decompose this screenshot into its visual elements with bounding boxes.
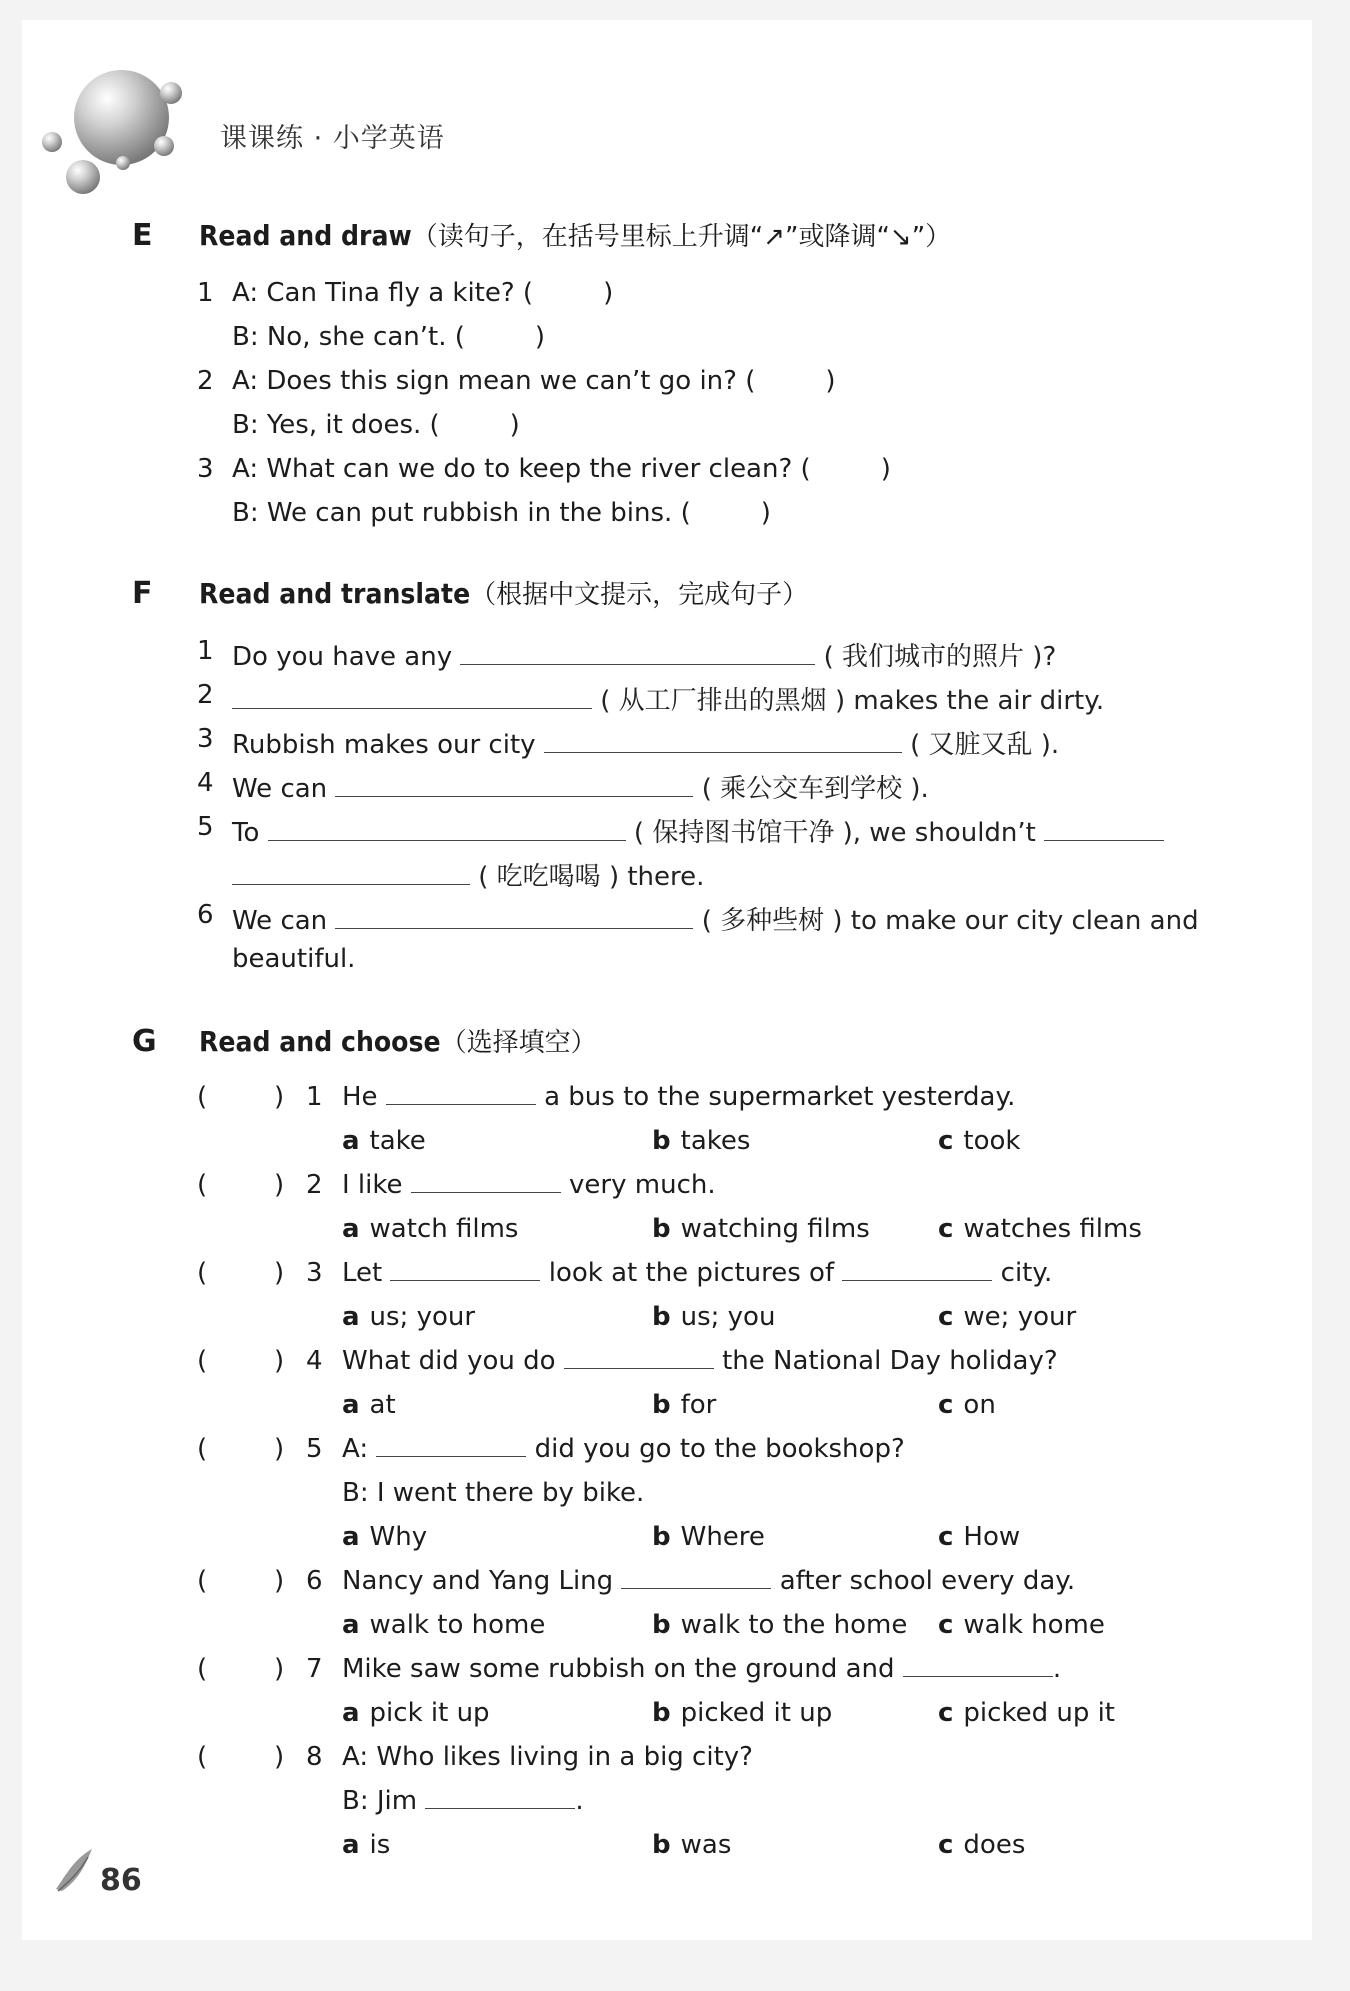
- g-q1-option-b[interactable]: b takes: [652, 1126, 751, 1156]
- answer-blank: [903, 1654, 1053, 1677]
- g-q8-option-a[interactable]: a is: [342, 1830, 391, 1860]
- answer-blank: [376, 1434, 526, 1457]
- g-q8-option-c[interactable]: c does: [938, 1830, 1026, 1860]
- f-item-4: We can ( 乘公交车到学校 ).: [232, 774, 929, 804]
- section-g-title-en: Read and choose: [199, 1025, 441, 1058]
- f-item-4-num: 4: [197, 768, 214, 798]
- g-q7-stem: Mike saw some rubbish on the ground and .: [342, 1654, 1062, 1684]
- workbook-page: [22, 20, 1312, 1940]
- g-q2-num: 2: [306, 1170, 323, 1200]
- e-item-2-a: A: Does this sign mean we can’t go in? ( ): [232, 366, 836, 396]
- answer-paren-open[interactable]: (: [197, 1742, 208, 1772]
- f-item-6-num: 6: [197, 900, 214, 930]
- answer-paren-open[interactable]: (: [197, 1082, 208, 1112]
- e-item-3-b: B: We can put rubbish in the bins. ( ): [232, 498, 771, 528]
- g-q4-option-a[interactable]: a at: [342, 1390, 396, 1420]
- section-g-title: [199, 1022, 597, 1059]
- answer-blank: [386, 1082, 536, 1105]
- e-item-1-b: B: No, she can’t. ( ): [232, 322, 546, 352]
- g-q8-num: 8: [306, 1742, 323, 1772]
- g-q7-option-b[interactable]: b picked it up: [652, 1698, 833, 1728]
- e-item-3-a: A: What can we do to keep the river clean? ( ): [232, 454, 891, 484]
- g-q7-option-c[interactable]: c picked up it: [938, 1698, 1116, 1728]
- e-item-2-b: B: Yes, it does. ( ): [232, 410, 520, 440]
- answer-paren-open[interactable]: (: [197, 1258, 208, 1288]
- answer-paren-close: ): [274, 1742, 285, 1772]
- section-g-title-zh: （选择填空）: [440, 1028, 597, 1058]
- e-item-1-num: 1: [197, 278, 214, 308]
- f-item-6: We can ( 多种些树 ) to make our city clean and: [232, 906, 1199, 936]
- g-q2-stem: I like very much.: [342, 1170, 716, 1200]
- g-q2-option-a[interactable]: a watch films: [342, 1214, 519, 1244]
- e-item-1-a: A: Can Tina fly a kite? ( ): [232, 278, 614, 308]
- g-q2-option-b[interactable]: b watching films: [652, 1214, 870, 1244]
- section-f-letter: F: [132, 576, 153, 611]
- answer-blank[interactable]: [1044, 818, 1164, 841]
- f-item-6-cont: beautiful.: [232, 944, 356, 974]
- answer-paren-close: ): [274, 1434, 285, 1464]
- g-q8-stem: A: Who likes living in a big city?: [342, 1742, 753, 1772]
- section-g-letter: G: [132, 1024, 157, 1059]
- g-q1-option-c[interactable]: c took: [938, 1126, 1021, 1156]
- g-q5-num: 5: [306, 1434, 323, 1464]
- f-item-2-num: 2: [197, 680, 214, 710]
- answer-blank[interactable]: [232, 862, 470, 885]
- section-e-title: [199, 216, 951, 253]
- g-q1-stem: He a bus to the supermarket yesterday.: [342, 1082, 1016, 1112]
- g-q5-line2: B: I went there by bike.: [342, 1478, 645, 1508]
- page-number: 86: [100, 1863, 142, 1898]
- answer-blank[interactable]: [335, 906, 693, 929]
- g-q3-stem: Let look at the pictures of city.: [342, 1258, 1053, 1288]
- g-q5-option-a[interactable]: a Why: [342, 1522, 428, 1552]
- answer-paren-close: ): [274, 1346, 285, 1376]
- f-item-5-cont: ( 吃吃喝喝 ) there.: [232, 856, 704, 893]
- answer-paren-open[interactable]: (: [197, 1346, 208, 1376]
- g-q1-num: 1: [306, 1082, 323, 1112]
- f-item-5: To ( 保持图书馆干净 ), we shouldn’t: [232, 812, 1164, 849]
- section-e-letter: E: [132, 218, 153, 253]
- answer-paren-open[interactable]: (: [197, 1434, 208, 1464]
- g-q7-option-a[interactable]: a pick it up: [342, 1698, 490, 1728]
- header-title: 课课练 · 小学英语: [220, 123, 445, 154]
- g-q6-option-c[interactable]: c walk home: [938, 1610, 1105, 1640]
- answer-blank: [564, 1346, 714, 1369]
- g-q2-option-c[interactable]: c watches films: [938, 1214, 1142, 1244]
- g-q7-num: 7: [306, 1654, 323, 1684]
- g-q3-num: 3: [306, 1258, 323, 1288]
- answer-blank[interactable]: [460, 642, 815, 665]
- answer-blank: [621, 1566, 771, 1589]
- g-q4-option-b[interactable]: b for: [652, 1390, 717, 1420]
- answer-paren-open[interactable]: (: [197, 1170, 208, 1200]
- answer-paren-open[interactable]: (: [197, 1566, 208, 1596]
- answer-blank: [411, 1170, 561, 1193]
- g-q3-option-b[interactable]: b us; you: [652, 1302, 776, 1332]
- answer-paren-close: ): [274, 1654, 285, 1684]
- g-q3-option-c[interactable]: c we; your: [938, 1302, 1077, 1332]
- answer-paren-close: ): [274, 1566, 285, 1596]
- g-q5-stem: A: did you go to the bookshop?: [342, 1434, 905, 1464]
- f-item-1-num: 1: [197, 636, 214, 666]
- answer-paren-close: ): [274, 1170, 285, 1200]
- answer-blank[interactable]: [268, 818, 626, 841]
- f-item-3: Rubbish makes our city ( 又脏又乱 ).: [232, 730, 1060, 760]
- answer-blank[interactable]: [335, 774, 693, 797]
- answer-blank: [425, 1786, 575, 1809]
- answer-blank: [390, 1258, 540, 1281]
- f-item-1: Do you have any ( 我们城市的照片 )?: [232, 642, 1057, 672]
- g-q5-option-b[interactable]: b Where: [652, 1522, 765, 1552]
- answer-paren-close: ): [274, 1258, 285, 1288]
- answer-blank[interactable]: [232, 686, 592, 709]
- leaf-icon: [52, 1845, 102, 1895]
- g-q6-stem: Nancy and Yang Ling after school every day.: [342, 1566, 1076, 1596]
- section-e-title-en: Read and draw: [199, 219, 412, 252]
- g-q4-option-c[interactable]: c on: [938, 1390, 996, 1420]
- bubbles-decoration: [42, 50, 212, 200]
- e-item-3-num: 3: [197, 454, 214, 484]
- g-q4-stem: What did you do the National Day holiday?: [342, 1346, 1058, 1376]
- answer-paren-open[interactable]: (: [197, 1654, 208, 1684]
- g-q6-option-b[interactable]: b walk to the home: [652, 1610, 908, 1640]
- g-q5-option-c[interactable]: c How: [938, 1522, 1021, 1552]
- g-q6-num: 6: [306, 1566, 323, 1596]
- answer-blank[interactable]: [544, 730, 902, 753]
- g-q8-line2: B: Jim .: [342, 1786, 584, 1816]
- g-q6-option-a[interactable]: a walk to home: [342, 1610, 546, 1640]
- g-q4-num: 4: [306, 1346, 323, 1376]
- section-f-title-en: Read and translate: [199, 577, 471, 610]
- g-q3-option-a[interactable]: a us; your: [342, 1302, 476, 1332]
- g-q1-option-a[interactable]: a take: [342, 1126, 426, 1156]
- answer-blank: [842, 1258, 992, 1281]
- f-item-2: ( 从工厂排出的黑烟 ) makes the air dirty.: [232, 680, 1104, 717]
- f-item-5-num: 5: [197, 812, 214, 842]
- section-f-title-zh: （根据中文提示，完成句子）: [470, 580, 809, 610]
- g-q8-option-b[interactable]: b was: [652, 1830, 732, 1860]
- section-f-title: [199, 574, 808, 611]
- e-item-2-num: 2: [197, 366, 214, 396]
- answer-paren-close: ): [274, 1082, 285, 1112]
- f-item-3-num: 3: [197, 724, 214, 754]
- section-e-title-zh: （读句子，在括号里标上升调“↗”或降调“↘”）: [411, 222, 952, 252]
